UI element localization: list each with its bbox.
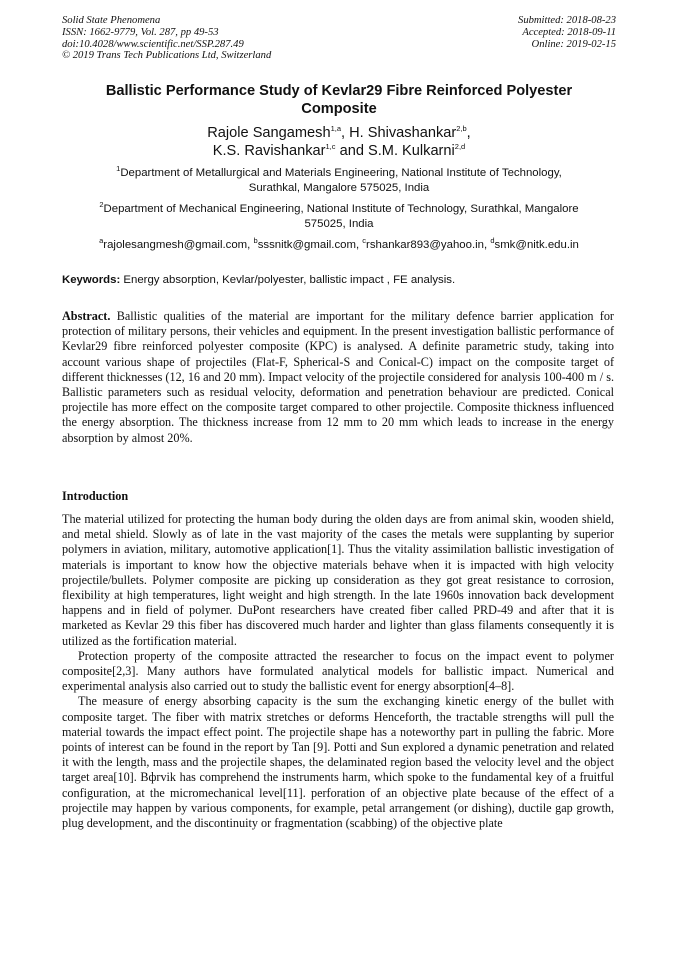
author-emails <box>62 238 616 253</box>
email-mark: a <box>99 236 104 246</box>
keywords-label: Keywords: <box>62 274 121 286</box>
author-name: S.M. Kulkarni <box>368 143 455 159</box>
author-line-1 <box>62 124 616 142</box>
affiliation-2-line-1 <box>62 202 616 217</box>
journal-name: Solid State Phenomena <box>62 15 161 26</box>
author-name: H. Shivashankar <box>349 125 457 141</box>
affiliation-mark: 2 <box>99 200 104 210</box>
abstract-text: Ballistic qualities of the material are important for the military defence barrier application for protection of military persons, their vehicles and equipment. In the present investigation ballistic performance of Kevlar29 fibre reinforced polyester composite (KPC) is analysed. A definite parametric study, taking into account various shape of projectiles (Flat-F, Spherical-S and Conical-C) impact on the composite target of different thicknesses (12, 16 and 20 mm). Impact velocity of the projectile considered for analysis 100-400 m / s. Ballistic parameters such as residual velocity, deformation and penetration behaviour are predicted. Conical projectile has more effect on the composite target compared to other projectile. Composite thickness influenced the energy absorption. The thickness increase from 12 mm to 20 mm which leads to increase in the energy absorption by almost 20%. <box>62 309 614 445</box>
journal-issn: ISSN: 1662-9779, Vol. 287, pp 49-53 <box>62 26 219 38</box>
paragraph: The material utilized for protecting the human body during the olden days are from animal skin, wooden shield, and metal shield. Slowly as of late in the vast majority of the cases the metals were supplanting by superior polymers in aviation, military, automotive application[1]. Thus the vitality assimilation ballistic investigation of materials is important to know how the objective materials behave when it is impacted with high velocity projectile/bullets. Polymer composite are picking up consideration as they got great resistance to corrosion, flexibility at high temperatures, light weight and high strength. In the late 1960s innovation back development happens and in field of polymer. DuPont researchers have created fiber called PRD-49 and after that it is marketed as Kevlar 29 this fiber has discovered much harder and lighter than glass filaments consequently it is utilized as the fortification material. <box>62 512 614 648</box>
affiliation-text: Department of Mechanical Engineering, National Institute of Technology, Surathkal, Mangalore <box>103 203 579 215</box>
author-separator: , <box>341 125 350 141</box>
journal-doi[interactable]: doi:10.4028/www.scientific.net/SSP.287.49 <box>62 38 244 50</box>
keywords-text: Energy absorption, Kevlar/polyester, ballistic impact , FE analysis. <box>120 274 456 286</box>
author-conjunction: and <box>335 143 368 159</box>
affiliation-text: Department of Metallurgical and Materials Engineering, National Institute of Technology, <box>120 167 562 179</box>
title-line-1: Ballistic Performance Study of Kevlar29 Fibre Reinforced Polyester <box>105 83 573 99</box>
abstract <box>62 309 614 446</box>
keywords <box>62 273 616 288</box>
paper-title <box>62 82 616 118</box>
author-name: K.S. Ravishankar <box>212 143 326 159</box>
author-name: Rajole Sangamesh <box>207 125 331 141</box>
affiliation-1 <box>62 166 616 196</box>
online-date: Online: 2019-02-15 <box>531 38 616 50</box>
email-link[interactable]: smk@nitk.edu.in <box>494 239 579 251</box>
journal-header-right <box>518 15 616 50</box>
author-list <box>62 124 616 160</box>
introduction-body <box>62 512 614 831</box>
affiliation-1-line-1 <box>62 166 616 181</box>
email-link[interactable]: rajolesangmesh@gmail.com, <box>103 239 254 251</box>
author-affiliation-mark: 1,c <box>325 142 336 152</box>
abstract-label: Abstract. <box>62 309 111 323</box>
paragraph: The measure of energy absorbing capacity is the sum the exchanging kinetic energy of the bullet with composite target. The fiber with matrix stretches or deforms Henceforth, the tractable strengths will pull the material towards the impact effect point. The projectile shape has a noteworthy part in pulling the fabric. More points of interest can be found in the report by Tan [9]. Potti and Sun explored a dynamic penetration and related it with the length, mass and the projectile shapes, the delaminated region based the velocity level and the object target area[10]. Bфrvik has comprehend the instruments harm, which spoke to the fundamental key of a fruitful configuration, at the micromechanical level[11]. perforation of an objective plate because of the effect of a projectile may happen by various components, for example, petal arrangement (or dishing), ductile gap growth, plug development, and the discontinuity or fragmentation (scabbing) of the objective plate <box>62 694 614 831</box>
affiliation-mark: 1 <box>116 164 121 174</box>
title-line-2: Composite <box>301 101 377 117</box>
accepted-date: Accepted: 2018-09-11 <box>522 26 616 38</box>
email-link[interactable]: sssnitk@gmail.com, <box>257 239 363 251</box>
section-heading-introduction: Introduction <box>62 489 129 503</box>
submitted-date: Submitted: 2018-08-23 <box>518 15 616 26</box>
affiliation-1-line-2: Surathkal, Mangalore 575025, India <box>248 182 430 195</box>
email-mark: d <box>490 236 495 246</box>
journal-header-left <box>62 15 271 62</box>
affiliation-2 <box>62 202 616 232</box>
author-affiliation-mark: 1,a <box>330 124 342 134</box>
email-mark: b <box>253 236 258 246</box>
affiliation-2-line-2: 575025, India <box>304 218 374 231</box>
email-mark: c <box>362 236 367 246</box>
paragraph: Protection property of the composite attracted the researcher to focus on the impact event to polymer composite[2,3]. Many authors have formulated analytical models for ballistic impact. Numerical and experimental analysis also carried out to study the ballistic event for energy absorption[4–8]. <box>62 648 614 694</box>
journal-copyright: © 2019 Trans Tech Publications Ltd, Switzerland <box>62 50 272 62</box>
author-affiliation-mark: 2,d <box>454 142 466 152</box>
author-line-2 <box>62 142 616 160</box>
author-separator: , <box>466 125 471 141</box>
author-affiliation-mark: 2,b <box>456 124 467 134</box>
email-link[interactable]: rshankar893@yahoo.in, <box>366 239 491 251</box>
